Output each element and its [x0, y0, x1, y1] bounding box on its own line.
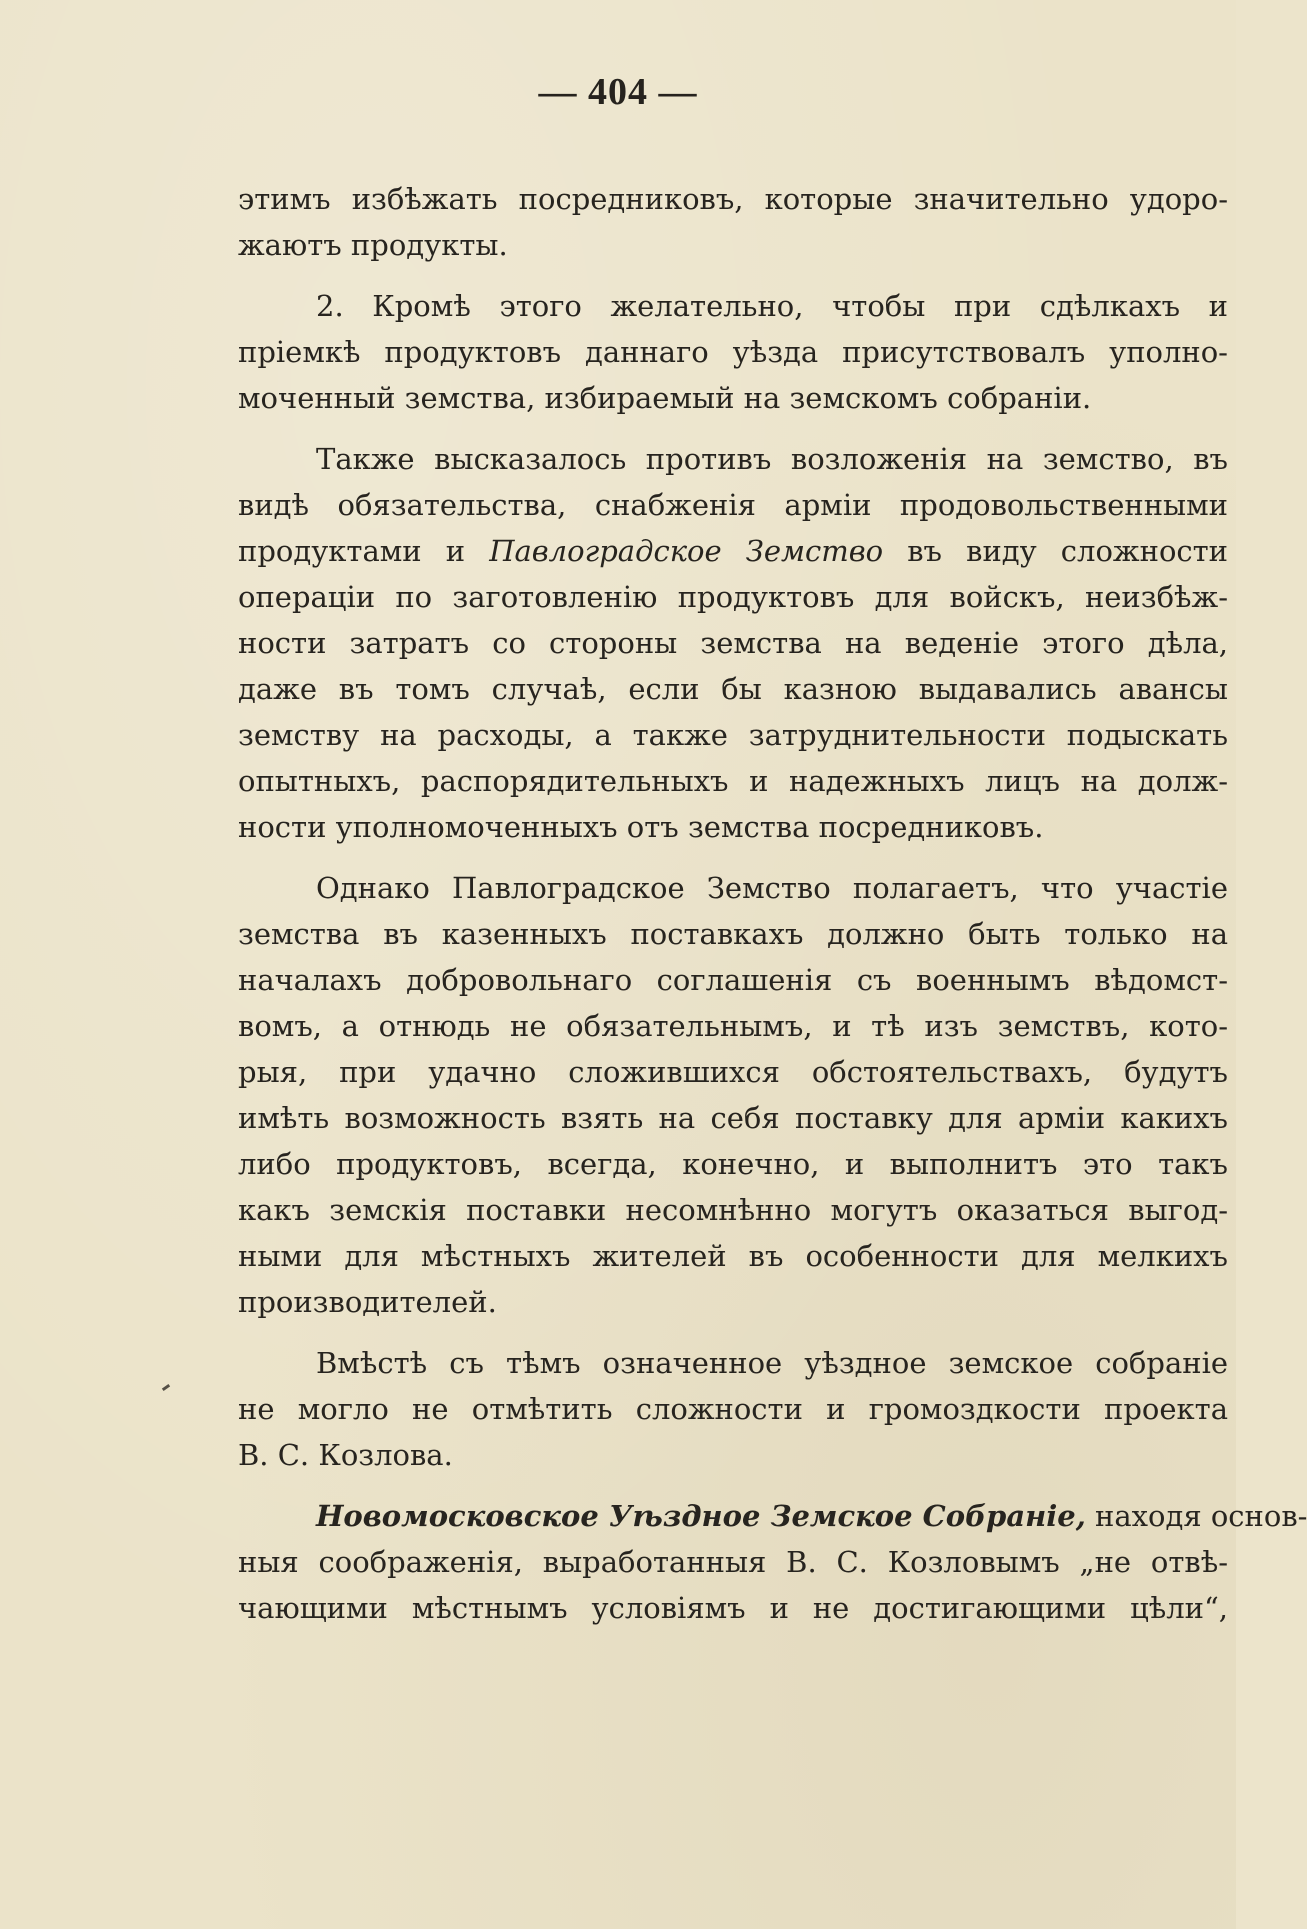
paragraph-1: [238, 176, 1228, 268]
text-line: Вмѣстѣ съ тѣмъ означенное уѣздное земское собраніе: [316, 1346, 1228, 1380]
text-line: ными для мѣстныхъ жителей въ особенности для мелкихъ: [238, 1239, 1228, 1273]
italic-emphasis: Павлоградское Земство: [489, 534, 884, 568]
paragraph-5: [238, 1340, 1228, 1478]
text-line: какъ земскія поставки несомнѣнно могутъ оказаться выгод-: [238, 1193, 1228, 1227]
text-line: даже въ томъ случаѣ, если бы казною выдавались авансы: [238, 672, 1228, 706]
text-segment: находя основ-: [1095, 1499, 1307, 1533]
text-line: земства въ казенныхъ поставкахъ должно быть только на: [238, 917, 1228, 951]
text-line: рыя, при удачно сложившихся обстоятельствахъ, будутъ: [238, 1055, 1228, 1089]
text-line: моченный земства, избираемый на земскомъ собраніи.: [238, 381, 1092, 415]
text-line-mixed: [238, 1493, 1307, 1539]
paragraph-6: [238, 1493, 1307, 1631]
text-line: Однако Павлоградское Земство полагаетъ, что участіе: [316, 871, 1228, 905]
text-line: земству на расходы, а также затруднительности подыскать: [238, 718, 1228, 752]
text-segment: продуктами и: [238, 534, 466, 568]
text-line: операціи по заготовленію продуктовъ для войскъ, неизбѣж-: [238, 580, 1228, 614]
text-line: имѣть возможность взять на себя поставку для арміи какихъ: [238, 1101, 1228, 1135]
text-line: пріемкѣ продуктовъ даннаго уѣзда присутствовалъ уполно-: [238, 335, 1228, 369]
text-line: либо продуктовъ, всегда, конечно, и выполнитъ это такъ: [238, 1147, 1228, 1181]
text-line: Также высказалось противъ возложенія на земство, въ: [316, 442, 1228, 476]
text-segment: въ виду сложности: [907, 534, 1229, 568]
text-line: производителей.: [238, 1285, 497, 1319]
paragraph-4: [238, 865, 1228, 1325]
text-line: ности затратъ со стороны земства на веденіе этого дѣла,: [238, 626, 1228, 660]
paragraph-2: [238, 283, 1228, 421]
bold-italic-emphasis: Новомосковское Уѣздное Земское Собраніе,: [316, 1499, 1086, 1533]
text-line: ности уполномоченныхъ отъ земства посредниковъ.: [238, 810, 1044, 844]
text-line: видѣ обязательства, снабженія арміи продовольственными: [238, 488, 1228, 522]
text-line: опытныхъ, распорядительныхъ и надежныхъ лицъ на долж-: [238, 764, 1228, 798]
text-line: чающими мѣстнымъ условіямъ и не достигающими цѣли“,: [238, 1591, 1228, 1625]
text-line: вомъ, а отнюдь не обязательнымъ, и тѣ изъ земствъ, кото-: [238, 1009, 1228, 1043]
margin-mark: [162, 1384, 170, 1391]
body-text: [238, 176, 1307, 1646]
text-line: началахъ добровольнаго соглашенія съ военнымъ вѣдомст-: [238, 963, 1228, 997]
page-number: — 404 —: [538, 71, 698, 113]
text-line: этимъ избѣжать посредниковъ, которые значительно удоро-: [238, 182, 1228, 216]
text-line: не могло не отмѣтить сложности и громоздкости проекта: [238, 1392, 1228, 1426]
text-line: жаютъ продукты.: [238, 228, 508, 262]
text-line: 2. Кромѣ этого желательно, чтобы при сдѣлкахъ и: [316, 289, 1228, 323]
text-line: ныя соображенія, выработанныя В. С. Козловымъ „не отвѣ-: [238, 1545, 1228, 1579]
text-line-mixed: [238, 528, 1228, 574]
paragraph-3: [238, 436, 1228, 850]
text-line: В. С. Козлова.: [238, 1438, 453, 1472]
